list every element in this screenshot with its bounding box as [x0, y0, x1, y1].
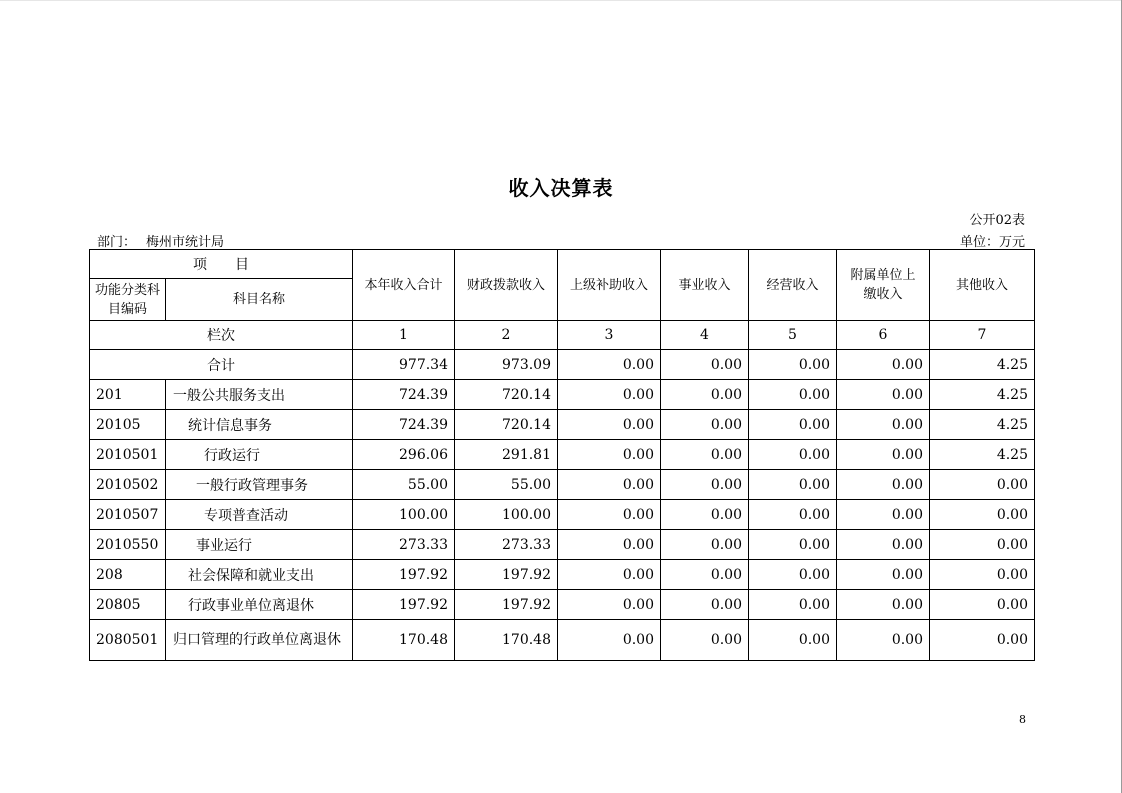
table-cell: 0.00 [837, 620, 930, 661]
total-cell: 0.00 [558, 350, 661, 380]
total-cell: 0.00 [749, 350, 837, 380]
table-cell: 0.00 [558, 410, 661, 440]
row-name: 一般公共服务支出 [166, 380, 353, 410]
header-subject-name: 科目名称 [166, 279, 353, 321]
table-cell: 170.48 [455, 620, 558, 661]
table-cell: 0.00 [661, 530, 749, 560]
row-code: 2010501 [90, 440, 166, 470]
income-statement-table [89, 249, 1035, 661]
header-row-1 [90, 250, 1035, 279]
table-cell: 0.00 [930, 560, 1035, 590]
table-cell: 0.00 [837, 530, 930, 560]
table-cell: 0.00 [661, 620, 749, 661]
table-cell: 197.92 [455, 560, 558, 590]
table-cell: 0.00 [558, 380, 661, 410]
table-cell: 724.39 [353, 410, 455, 440]
row-name: 行政事业单位离退休 [166, 590, 353, 620]
table-cell: 100.00 [455, 500, 558, 530]
page-number: 8 [1019, 713, 1026, 726]
row-name: 归口管理的行政单位离退休 [166, 620, 353, 661]
table-cell: 0.00 [661, 560, 749, 590]
row-code: 2010507 [90, 500, 166, 530]
table-cell: 0.00 [558, 440, 661, 470]
table-cell: 0.00 [661, 440, 749, 470]
table-row [90, 590, 1035, 620]
table-cell: 0.00 [749, 380, 837, 410]
column-number: 5 [749, 321, 837, 350]
row-code: 2010550 [90, 530, 166, 560]
table-cell: 0.00 [661, 380, 749, 410]
table-cell: 0.00 [837, 590, 930, 620]
table-cell: 0.00 [837, 380, 930, 410]
header-col-total: 本年收入合计 [353, 250, 455, 321]
table-cell: 0.00 [558, 560, 661, 590]
header-col-business: 事业收入 [661, 250, 749, 321]
table-cell: 0.00 [930, 500, 1035, 530]
column-number: 7 [930, 321, 1035, 350]
total-row [90, 350, 1035, 380]
table-cell: 197.92 [455, 590, 558, 620]
table-cell: 0.00 [930, 470, 1035, 500]
header-col-affiliated: 附属单位上缴收入 [837, 250, 930, 321]
table-cell: 0.00 [837, 500, 930, 530]
table-cell: 273.33 [455, 530, 558, 560]
department-line [97, 231, 224, 250]
row-name: 社会保障和就业支出 [166, 560, 353, 590]
column-number: 3 [558, 321, 661, 350]
table-cell: 4.25 [930, 440, 1035, 470]
total-cell: 0.00 [837, 350, 930, 380]
table-cell: 0.00 [930, 530, 1035, 560]
row-name: 专项普查活动 [166, 500, 353, 530]
table-cell: 0.00 [837, 440, 930, 470]
row-code: 20105 [90, 410, 166, 440]
table-cell: 100.00 [353, 500, 455, 530]
total-cell: 0.00 [661, 350, 749, 380]
table-cell: 0.00 [749, 590, 837, 620]
page-title: 收入决算表 [508, 176, 614, 200]
row-name: 一般行政管理事务 [166, 470, 353, 500]
table-cell: 0.00 [558, 620, 661, 661]
table-cell: 4.25 [930, 380, 1035, 410]
total-cell: 973.09 [455, 350, 558, 380]
table-cell: 0.00 [661, 590, 749, 620]
department-name: 梅州市统计局 [146, 235, 225, 250]
table-cell: 0.00 [749, 530, 837, 560]
table-cell: 0.00 [749, 500, 837, 530]
table-cell: 0.00 [661, 470, 749, 500]
row-code: 201 [90, 380, 166, 410]
table-cell: 197.92 [353, 590, 455, 620]
table-cell: 724.39 [353, 380, 455, 410]
table-cell: 0.00 [749, 410, 837, 440]
table-cell: 0.00 [930, 590, 1035, 620]
table-row [90, 560, 1035, 590]
table-row [90, 530, 1035, 560]
table-cell: 0.00 [837, 560, 930, 590]
column-number-row [90, 321, 1035, 350]
table-cell: 0.00 [558, 530, 661, 560]
row-name: 行政运行 [166, 440, 353, 470]
row-code: 20805 [90, 590, 166, 620]
row-code: 208 [90, 560, 166, 590]
table-cell: 0.00 [837, 410, 930, 440]
table-cell: 273.33 [353, 530, 455, 560]
header-col-fiscal: 财政拨款收入 [455, 250, 558, 321]
row-name: 事业运行 [166, 530, 353, 560]
table-cell: 0.00 [749, 440, 837, 470]
page-top-edge [0, 0, 1122, 1]
table-cell: 291.81 [455, 440, 558, 470]
form-number: 公开02表 [969, 213, 1025, 228]
column-number: 2 [455, 321, 558, 350]
table-cell: 296.06 [353, 440, 455, 470]
table-row [90, 440, 1035, 470]
table-cell: 0.00 [661, 500, 749, 530]
row-name: 统计信息事务 [166, 410, 353, 440]
unit-label: 单位：万元 [959, 235, 1025, 250]
header-func-code: 功能分类科目编码 [90, 279, 166, 321]
table-cell: 0.00 [749, 470, 837, 500]
total-cell: 4.25 [930, 350, 1035, 380]
table-cell: 720.14 [455, 380, 558, 410]
table-cell: 0.00 [558, 590, 661, 620]
table-row [90, 380, 1035, 410]
table-cell: 720.14 [455, 410, 558, 440]
table-cell: 197.92 [353, 560, 455, 590]
table-cell: 4.25 [930, 410, 1035, 440]
total-cell: 977.34 [353, 350, 455, 380]
header-col-operating: 经营收入 [749, 250, 837, 321]
table-cell: 55.00 [455, 470, 558, 500]
table-row [90, 410, 1035, 440]
total-label: 合计 [90, 350, 353, 380]
table-cell: 55.00 [353, 470, 455, 500]
table-row [90, 500, 1035, 530]
table-cell: 0.00 [558, 500, 661, 530]
table-row [90, 470, 1035, 500]
department-label: 部门： [97, 235, 137, 250]
row-code: 2010502 [90, 470, 166, 500]
column-number: 6 [837, 321, 930, 350]
row-number-label: 栏次 [90, 321, 353, 350]
table-row [90, 620, 1035, 661]
table-cell: 0.00 [837, 470, 930, 500]
row-code: 2080501 [90, 620, 166, 661]
header-col-superior: 上级补助收入 [558, 250, 661, 321]
column-number: 1 [353, 321, 455, 350]
table-cell: 0.00 [558, 470, 661, 500]
table-cell: 0.00 [749, 560, 837, 590]
table-cell: 0.00 [661, 410, 749, 440]
table-cell: 0.00 [749, 620, 837, 661]
header-item: 项 目 [90, 250, 353, 279]
table-cell: 0.00 [930, 620, 1035, 661]
column-number: 4 [661, 321, 749, 350]
header-col-other: 其他收入 [930, 250, 1035, 321]
table-cell: 170.48 [353, 620, 455, 661]
